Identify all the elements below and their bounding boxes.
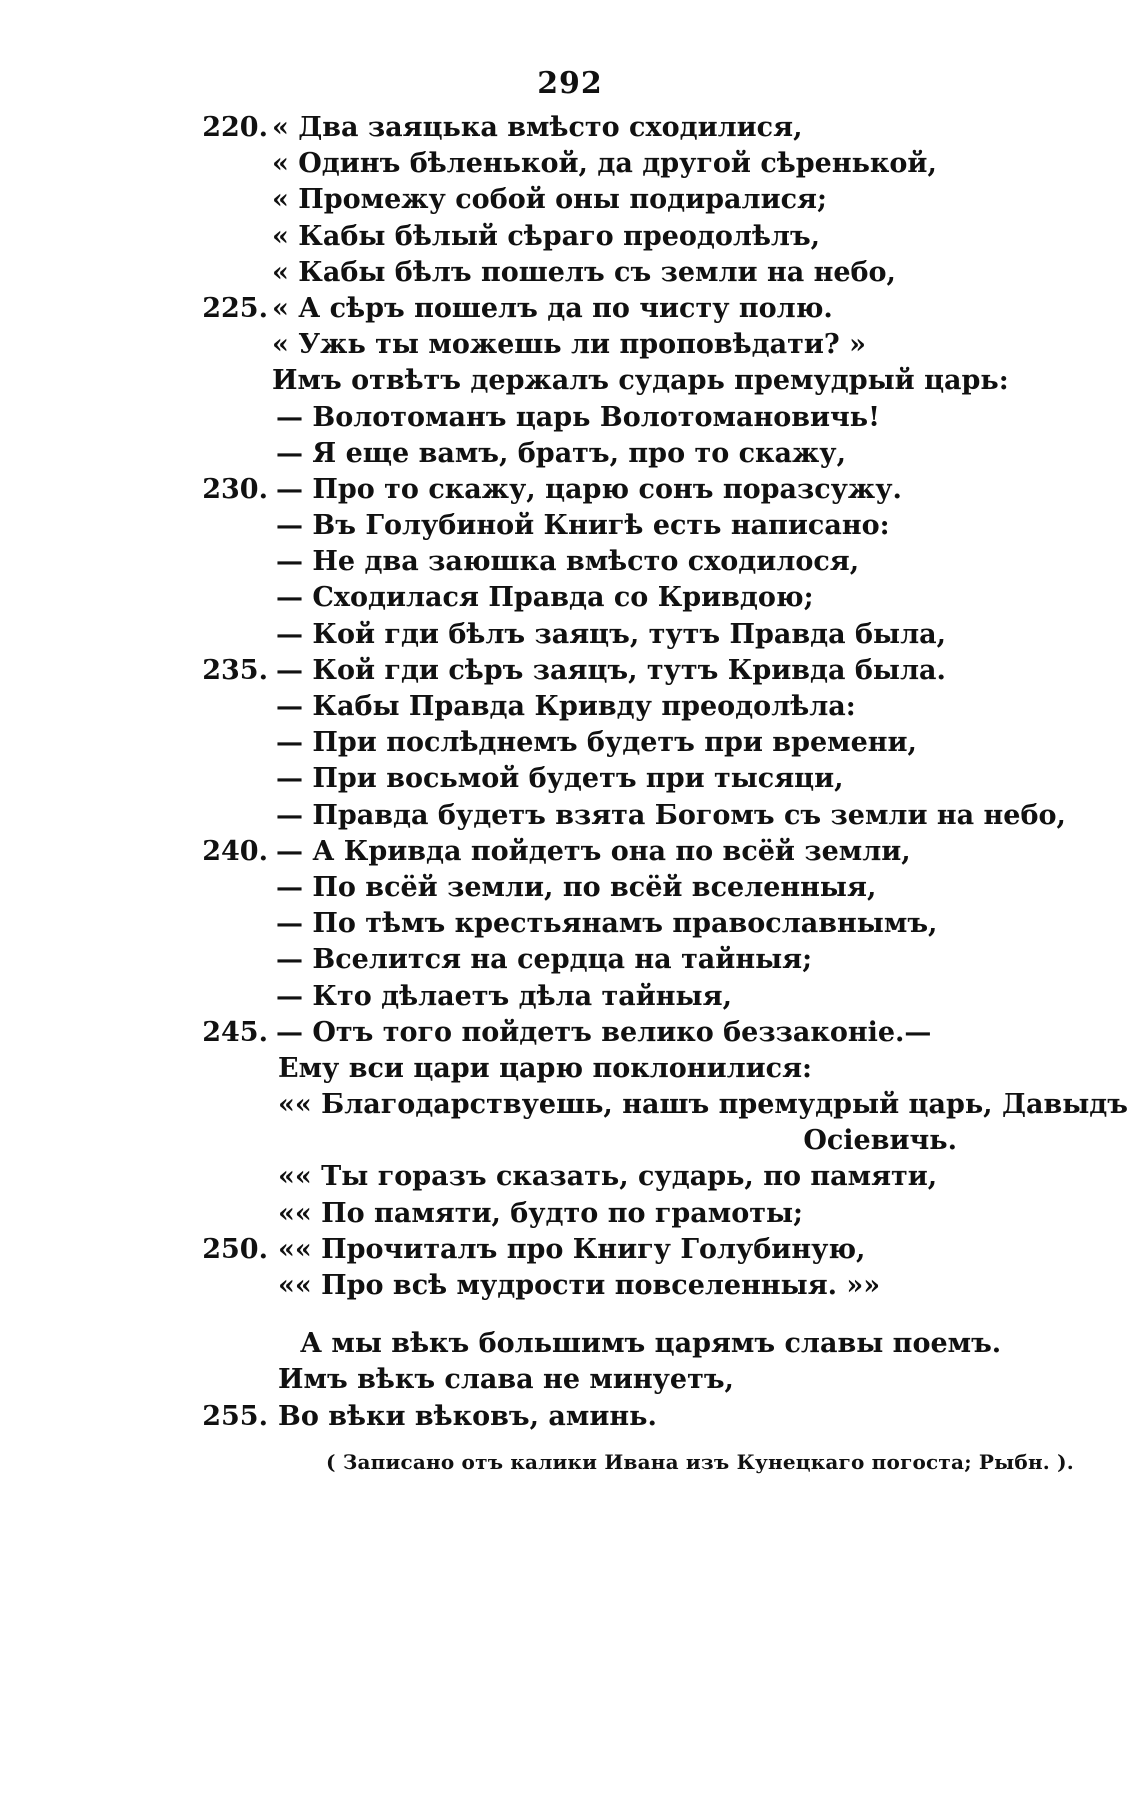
verse-line xyxy=(0,1399,1140,1435)
verse-line-text: « Ужь ты можешь ли проповѣдати? » xyxy=(272,329,866,361)
verse-line-text: — Я еще вамъ, братъ, про то скажу, xyxy=(276,437,846,469)
verse-line-text: «« По памяти, будто по грамоты; xyxy=(278,1197,804,1229)
verse-line-text: — При послѣднемъ будетъ при времени, xyxy=(276,727,917,759)
line-number: 230. xyxy=(202,473,268,505)
verse-line-text: — Не два заюшка вмѣсто сходилося, xyxy=(276,546,860,578)
line-number: 225. xyxy=(202,292,268,324)
verse-line xyxy=(0,400,1140,436)
line-number: 220. xyxy=(202,112,268,143)
verse-line-text: — Правда будетъ взята Богомъ съ земли на небо, xyxy=(276,799,1066,831)
verse-line xyxy=(0,1123,1140,1159)
verse-line-text: — Кой гди сѣръ заяцъ, тутъ Кривда была. xyxy=(276,654,946,686)
verse-line-text: — Въ Голубиной Книгѣ есть написано: xyxy=(276,510,890,542)
verse-line-text: — Кто дѣлаетъ дѣла тайныя, xyxy=(276,980,732,1012)
verse-line xyxy=(0,110,1140,146)
verse-line xyxy=(0,725,1140,761)
verse-line-text: Имъ отвѣтъ держалъ сударь премудрый царь: xyxy=(272,365,1009,397)
verse-line-text: — Кой гди бѣлъ заяцъ, тутъ Правда была, xyxy=(276,618,947,650)
verse-line-text: — Волотоманъ царь Волотомановичь! xyxy=(276,401,880,433)
verse-line xyxy=(0,255,1140,291)
verse-line-text: — Вселится на сердца на тайныя; xyxy=(276,944,813,976)
verse-line xyxy=(0,580,1140,616)
verse-line-text: «« Прочиталъ про Книгу Голубиную, xyxy=(278,1233,866,1265)
verse-line xyxy=(0,1304,1140,1326)
verse-line xyxy=(0,182,1140,218)
verse-line xyxy=(0,508,1140,544)
verse-line xyxy=(0,870,1140,906)
verse-line xyxy=(0,327,1140,363)
verse-line-text: « Одинъ бѣленькой, да другой сѣренькой, xyxy=(272,148,937,180)
verse-line-text: « А сѣръ пошелъ да по чисту полю. xyxy=(272,292,833,324)
line-number: 245. xyxy=(202,1016,268,1048)
verse-line xyxy=(0,1196,1140,1232)
verse-line-text: — Отъ того пойдетъ велико беззаконіе.— xyxy=(276,1016,932,1048)
verse-line-text: — А Кривда пойдетъ она по всёй земли, xyxy=(276,835,911,867)
verse-line xyxy=(0,544,1140,580)
verse-line xyxy=(0,798,1140,834)
verse-line xyxy=(0,653,1140,689)
verse-line xyxy=(0,146,1140,182)
verse-line xyxy=(0,1268,1140,1304)
verse-line xyxy=(0,1051,1140,1087)
verse-line-text: — При восьмой будетъ при тысяци, xyxy=(276,763,844,795)
verse-line xyxy=(0,472,1140,508)
line-number: 255. xyxy=(202,1400,268,1432)
verse-line xyxy=(0,834,1140,870)
verse-line xyxy=(0,1232,1140,1268)
verse-line-text: — Сходилася Правда со Кривдою; xyxy=(276,582,814,614)
verse-line-text: « Кабы бѣлый сѣраго преодолѣлъ, xyxy=(272,220,821,252)
line-number: 240. xyxy=(202,835,268,867)
verse-line xyxy=(0,1087,1140,1123)
verse-line-text: «« Ты горазъ сказать, сударь, по памяти, xyxy=(278,1161,938,1193)
verse-line-text: « Два заяцька вмѣсто сходилися, xyxy=(272,112,803,143)
verse-line-text: Имъ вѣкъ слава не минуетъ, xyxy=(278,1364,734,1396)
line-number: 235. xyxy=(202,654,268,686)
verse-line xyxy=(0,219,1140,255)
verse-line xyxy=(0,942,1140,978)
verse-line-continuation: Осіевичь. xyxy=(803,1125,957,1157)
verse-line-text: Во вѣки вѣковъ, аминь. xyxy=(278,1400,657,1432)
verse-line-text: «« Благодарствуешь, нашъ премудрый царь, Давыдъ xyxy=(278,1089,1128,1121)
source-note: ( Записано отъ калики Ивана изъ Кунецкаго погоста; Рыбн. ). xyxy=(326,1450,1074,1474)
verse-line xyxy=(0,979,1140,1015)
verse-line-text: «« Про всѣ мудрости повселенныя. »» xyxy=(278,1270,881,1301)
verse-line xyxy=(0,1159,1140,1195)
verse-line xyxy=(0,291,1140,327)
verse-line-text: А мы вѣкъ большимъ царямъ славы поемъ. xyxy=(300,1328,1002,1360)
verse-line xyxy=(0,617,1140,653)
page-number: 292 xyxy=(537,66,603,101)
line-number: 250. xyxy=(202,1233,268,1265)
verse-line-text: — По тѣмъ крестьянамъ православнымъ, xyxy=(276,908,938,940)
verse-line-text: « Промежу собой оны подиралися; xyxy=(272,184,827,216)
verse-line xyxy=(0,761,1140,797)
verse-line-text: « Кабы бѣлъ пошелъ съ земли на небо, xyxy=(272,256,896,288)
verse-line xyxy=(0,1015,1140,1051)
verse-line-text: — Кабы Правда Кривду преодолѣла: xyxy=(276,691,856,722)
verse-line xyxy=(0,1326,1140,1362)
verse-line-text: — Про то скажу, царю сонъ поразсужу. xyxy=(276,473,902,505)
verse-line xyxy=(0,689,1140,725)
verse-block xyxy=(0,110,1140,1435)
verse-line xyxy=(0,906,1140,942)
verse-line xyxy=(0,1362,1140,1398)
verse-line-text: Ему вси цари царю поклонилися: xyxy=(278,1052,813,1084)
verse-line-text: — По всёй земли, по всёй вселенныя, xyxy=(276,871,877,903)
verse-line xyxy=(0,363,1140,399)
verse-line xyxy=(0,436,1140,472)
